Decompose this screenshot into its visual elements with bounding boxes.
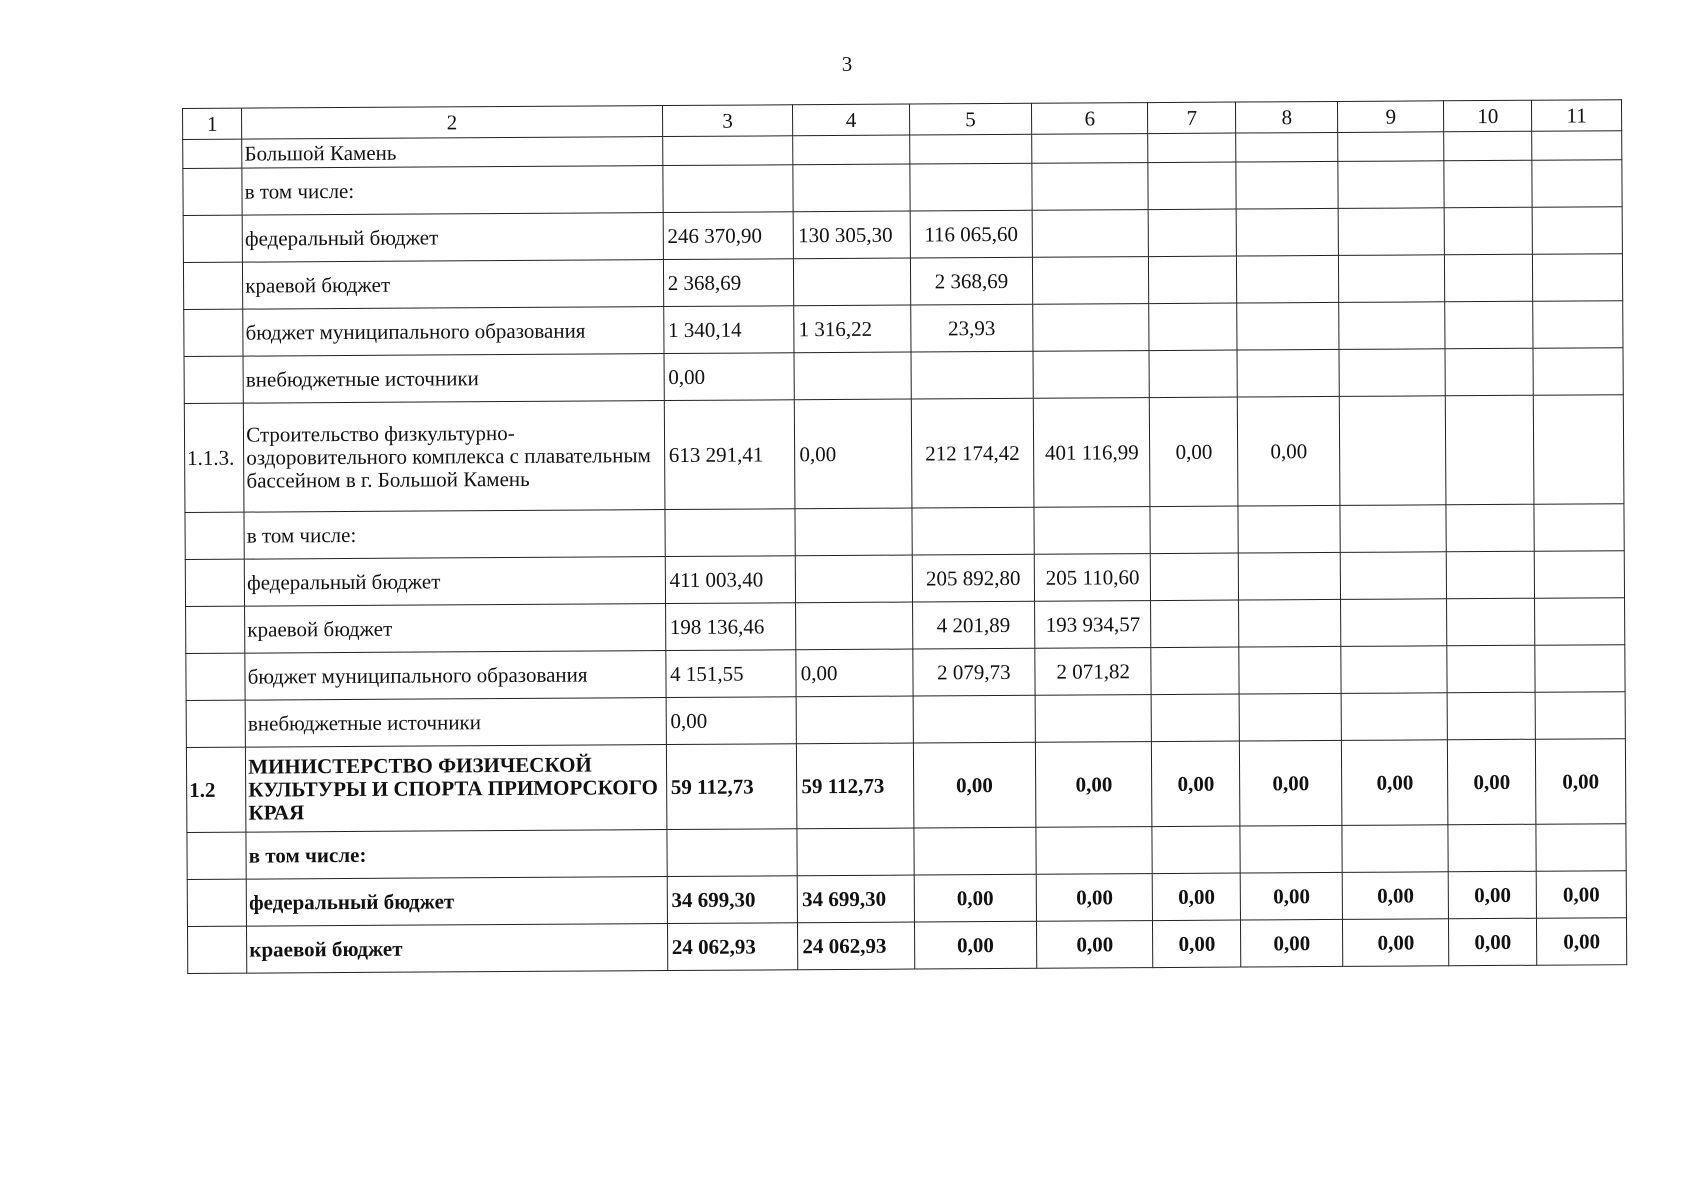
value-cell: [1238, 505, 1340, 553]
row-code-cell: 1.2: [186, 747, 246, 832]
header-cell: 6: [1032, 103, 1149, 135]
value-cell: [795, 508, 912, 556]
value-cell: [1447, 598, 1535, 646]
value-cell: [1532, 160, 1622, 208]
value-cell: [1341, 646, 1447, 694]
value-cell: 0,00: [1153, 873, 1241, 921]
value-cell: 24 062,93: [798, 922, 915, 970]
row-code-cell: [186, 653, 245, 700]
value-cell: [1338, 208, 1444, 256]
value-cell: 246 370,90: [663, 212, 794, 260]
header-cell: 8: [1236, 101, 1338, 133]
value-cell: [909, 163, 1032, 211]
row-label-cell: краевой бюджет: [245, 604, 666, 654]
value-cell: 0,00: [796, 649, 913, 697]
header-cell: 1: [183, 108, 242, 139]
value-cell: [1534, 551, 1624, 599]
value-cell: 130 305,30: [793, 211, 910, 259]
value-cell: 24 062,93: [667, 923, 798, 971]
value-cell: [1032, 163, 1149, 211]
value-cell: 23,93: [910, 304, 1033, 352]
row-label-cell: МИНИСТЕРСТВО ФИЗИЧЕСКОЙ КУЛЬТУРЫ И СПОРТА ПРИМОРСКОГО КРАЯ: [246, 745, 667, 833]
value-cell: [797, 828, 914, 876]
value-cell: [1447, 645, 1535, 693]
value-cell: [1341, 693, 1447, 741]
value-cell: 0,00: [1343, 919, 1449, 967]
row-label-cell: в том числе:: [246, 830, 667, 880]
value-cell: 0,00: [1237, 396, 1340, 506]
header-cell: 4: [793, 104, 910, 136]
value-cell: [1237, 255, 1339, 303]
value-cell: [1447, 692, 1535, 740]
value-cell: [793, 164, 910, 212]
value-cell: 2 368,69: [663, 259, 794, 307]
value-cell: [1148, 133, 1236, 163]
value-cell: [1339, 255, 1445, 303]
value-cell: [1532, 131, 1622, 161]
value-cell: 0,00: [1449, 871, 1537, 919]
value-cell: [1239, 646, 1341, 694]
value-cell: [911, 351, 1034, 399]
value-cell: [1237, 349, 1339, 397]
value-cell: [1446, 504, 1534, 552]
value-cell: [1148, 162, 1236, 210]
value-cell: [1444, 160, 1532, 208]
value-cell: 2 079,73: [912, 648, 1035, 696]
value-cell: [1447, 551, 1535, 599]
value-cell: [1151, 600, 1239, 648]
value-cell: [1149, 303, 1237, 351]
header-cell: 5: [909, 103, 1032, 135]
row-code-cell: [184, 309, 243, 356]
value-cell: [1340, 552, 1446, 600]
value-cell: 0,00: [795, 399, 912, 509]
row-label-cell: Большой Камень: [242, 137, 663, 169]
value-cell: [1237, 302, 1339, 350]
value-cell: 613 291,41: [664, 400, 795, 510]
row-code-cell: [187, 926, 246, 973]
table-row: [186, 739, 1625, 833]
value-cell: [909, 134, 1032, 164]
value-cell: [794, 258, 911, 306]
row-code-cell: [183, 139, 242, 168]
value-cell: 401 116,99: [1033, 398, 1150, 508]
value-cell: 411 003,40: [665, 556, 796, 604]
value-cell: [1338, 132, 1444, 162]
value-cell: [1446, 395, 1534, 505]
value-cell: [1340, 505, 1446, 553]
value-cell: [1036, 827, 1153, 875]
value-cell: 212 174,42: [911, 398, 1034, 508]
value-cell: [1032, 134, 1149, 164]
row-label-cell: бюджет муниципального образования: [243, 307, 664, 357]
value-cell: 0,00: [1240, 872, 1342, 920]
header-cell: 9: [1338, 101, 1444, 133]
value-cell: 0,00: [1153, 920, 1241, 968]
value-cell: 198 136,46: [665, 603, 796, 651]
page-number: 3: [841, 52, 853, 76]
value-cell: [1149, 256, 1237, 304]
value-cell: 34 699,30: [667, 876, 798, 924]
value-cell: [1152, 694, 1240, 742]
header-cell: 3: [662, 105, 793, 137]
row-code-cell: [183, 168, 242, 215]
value-cell: 2 071,82: [1035, 648, 1152, 696]
value-cell: [1533, 301, 1623, 349]
row-code-cell: [187, 879, 246, 926]
value-cell: 0,00: [1342, 740, 1449, 826]
row-code-cell: [184, 356, 243, 403]
value-cell: 1 340,14: [663, 306, 794, 354]
value-cell: 193 934,57: [1035, 601, 1152, 649]
value-cell: 34 699,30: [797, 875, 914, 923]
value-cell: [1033, 304, 1150, 352]
value-cell: [1239, 693, 1341, 741]
header-cell: 10: [1444, 100, 1532, 132]
value-cell: [1236, 161, 1338, 209]
row-code-cell: 1.1.3.: [184, 403, 244, 512]
value-cell: [1533, 348, 1623, 396]
value-cell: 59 112,73: [666, 744, 797, 830]
value-cell: 205 892,80: [912, 554, 1035, 602]
budget-sheet: [182, 99, 1627, 974]
value-cell: [1535, 692, 1625, 740]
row-code-cell: [183, 215, 242, 262]
value-cell: [914, 827, 1037, 875]
value-cell: 0,00: [914, 921, 1037, 969]
row-label-cell: федеральный бюджет: [242, 213, 663, 263]
row-label-cell: краевой бюджет: [247, 924, 668, 974]
value-cell: [1152, 826, 1240, 874]
row-label-cell: бюджет муниципального образования: [245, 651, 666, 701]
value-cell: 4 151,55: [665, 650, 796, 698]
value-cell: [1535, 645, 1625, 693]
value-cell: [794, 352, 911, 400]
value-cell: [1236, 208, 1338, 256]
value-cell: [663, 165, 794, 213]
value-cell: 0,00: [1342, 872, 1448, 920]
value-cell: [1342, 825, 1448, 873]
value-cell: 0,00: [914, 874, 1037, 922]
value-cell: 0,00: [1536, 871, 1626, 919]
value-cell: 0,00: [1152, 741, 1240, 827]
value-cell: [796, 555, 913, 603]
value-cell: [1033, 257, 1150, 305]
value-cell: [1151, 647, 1239, 695]
value-cell: [1536, 824, 1626, 872]
value-cell: [1341, 599, 1447, 647]
value-cell: [1532, 207, 1622, 255]
row-label-cell: в том числе:: [244, 510, 665, 560]
row-code-cell: [185, 512, 244, 559]
value-cell: [1535, 598, 1625, 646]
value-cell: [1339, 349, 1445, 397]
value-cell: [912, 507, 1035, 555]
value-cell: 205 110,60: [1034, 554, 1151, 602]
value-cell: [1032, 210, 1149, 258]
value-cell: [1240, 825, 1342, 873]
value-cell: 0,00: [1449, 918, 1537, 966]
table-row: [187, 918, 1626, 974]
row-code-cell: [186, 606, 245, 653]
value-cell: 1 316,22: [794, 305, 911, 353]
value-cell: 116 065,60: [910, 210, 1033, 258]
value-cell: [1149, 209, 1237, 257]
table-row: [184, 395, 1624, 513]
value-cell: [793, 135, 910, 165]
value-cell: 0,00: [666, 697, 797, 745]
value-cell: 0,00: [1536, 739, 1626, 825]
header-cell: 11: [1532, 100, 1622, 132]
budget-table: [182, 99, 1627, 974]
value-cell: [1150, 506, 1238, 554]
header-cell: 7: [1148, 102, 1236, 134]
value-cell: 2 368,69: [910, 257, 1033, 305]
value-cell: [1534, 504, 1624, 552]
value-cell: [1339, 302, 1445, 350]
value-cell: 0,00: [1241, 919, 1343, 967]
value-cell: 4 201,89: [912, 601, 1035, 649]
value-cell: [662, 136, 793, 166]
value-cell: [796, 602, 913, 650]
value-cell: [1533, 395, 1624, 505]
value-cell: [913, 695, 1036, 743]
value-cell: [1236, 132, 1338, 162]
row-code-cell: [185, 559, 244, 606]
value-cell: [1445, 301, 1533, 349]
value-cell: [667, 829, 798, 877]
value-cell: [1444, 207, 1532, 255]
value-cell: [1444, 131, 1532, 161]
value-cell: [1445, 254, 1533, 302]
row-code-cell: [186, 700, 245, 747]
value-cell: 0,00: [913, 742, 1036, 828]
value-cell: 0,00: [1240, 740, 1343, 826]
header-cell: 2: [242, 106, 663, 140]
value-cell: 0,00: [1036, 874, 1153, 922]
row-code-cell: [187, 832, 246, 879]
row-code-cell: [183, 262, 242, 309]
value-cell: [1239, 599, 1341, 647]
row-label-cell: внебюджетные источники: [243, 354, 664, 404]
value-cell: 59 112,73: [797, 743, 914, 829]
value-cell: [1035, 695, 1152, 743]
value-cell: [1149, 350, 1237, 398]
value-cell: 0,00: [1537, 918, 1627, 966]
value-cell: [1340, 396, 1447, 506]
value-cell: 0,00: [1150, 397, 1238, 507]
value-cell: [1033, 351, 1150, 399]
value-cell: 0,00: [1035, 742, 1152, 828]
value-cell: [1448, 824, 1536, 872]
value-cell: 0,00: [664, 353, 795, 401]
row-label-cell: федеральный бюджет: [244, 557, 665, 607]
value-cell: [665, 509, 796, 557]
row-label-cell: внебюджетные источники: [245, 698, 666, 748]
row-label-cell: Строительство физкультурно-оздоровительного комплекса с плавательным бассейном в г. Большой Камень: [243, 401, 664, 513]
value-cell: [1445, 348, 1533, 396]
row-label-cell: в том числе:: [242, 166, 663, 216]
table-body: [183, 100, 1627, 974]
value-cell: [1338, 161, 1444, 209]
value-cell: [1151, 553, 1239, 601]
value-cell: 0,00: [1037, 921, 1154, 969]
value-cell: 0,00: [1448, 739, 1536, 825]
row-label-cell: краевой бюджет: [243, 260, 664, 310]
value-cell: [1238, 552, 1340, 600]
value-cell: [1034, 507, 1151, 555]
value-cell: [796, 696, 913, 744]
value-cell: [1533, 254, 1623, 302]
row-label-cell: федеральный бюджет: [246, 877, 667, 927]
